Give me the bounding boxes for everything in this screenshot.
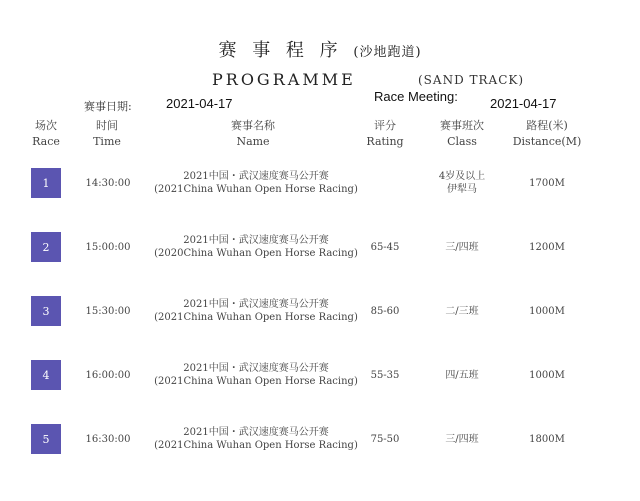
race-distance: 1700M <box>529 178 565 189</box>
race-name-cn: 2021中国・武汉速度赛马公开赛 <box>183 363 329 374</box>
race-class: 三/四班 <box>445 242 479 253</box>
race-class-line2: 伊犁马 <box>447 184 477 195</box>
race-number-badge: 5 <box>31 424 61 454</box>
race-name <box>146 298 366 324</box>
race-number-badge: 2 <box>31 232 61 262</box>
date-label: 赛事日期: <box>84 100 132 113</box>
race-distance: 1200M <box>529 242 565 253</box>
header-distance <box>512 118 582 150</box>
race-time: 16:00:00 <box>85 370 131 381</box>
race-name-en: (2021China Wuhan Open Horse Racing) <box>154 312 358 323</box>
race-class: 二/三班 <box>445 306 479 317</box>
page-title-en: PROGRAMME <box>212 70 356 89</box>
race-number-badge: 4 <box>31 360 61 390</box>
header-rating <box>360 118 410 150</box>
race-class: 四/五班 <box>445 370 479 381</box>
race-time: 15:00:00 <box>85 242 131 253</box>
race-rating: 75-50 <box>370 434 400 445</box>
race-meeting-label: Race Meeting: <box>374 89 458 104</box>
header-race-en: Race <box>32 135 60 148</box>
race-name-en: (2021China Wuhan Open Horse Racing) <box>154 184 358 195</box>
title-cn-sub: (沙地跑道) <box>353 45 422 60</box>
header-rating-cn: 评分 <box>374 119 396 132</box>
header-class-en: Class <box>447 135 477 148</box>
race-name <box>146 170 366 196</box>
race-distance: 1000M <box>529 370 565 381</box>
race-class: 三/四班 <box>445 434 479 445</box>
header-name <box>213 118 293 150</box>
header-class-cn: 赛事班次 <box>440 119 484 132</box>
page-title-cn <box>0 36 640 62</box>
race-name <box>146 362 366 388</box>
race-meeting-date: 2021-04-17 <box>490 96 557 111</box>
header-race-cn: 场次 <box>35 119 57 132</box>
race-time: 15:30:00 <box>85 306 131 317</box>
race-name-en: (2021China Wuhan Open Horse Racing) <box>154 440 358 451</box>
header-race <box>26 118 66 150</box>
race-name-en: (2020China Wuhan Open Horse Racing) <box>154 248 358 259</box>
race-name-en: (2021China Wuhan Open Horse Racing) <box>154 376 358 387</box>
race-number-badge: 1 <box>31 168 61 198</box>
race-time: 16:30:00 <box>85 434 131 445</box>
race-name-cn: 2021中国・武汉速度赛马公开赛 <box>183 171 329 182</box>
header-class <box>432 118 492 150</box>
race-time: 14:30:00 <box>85 178 131 189</box>
race-rating: 55-35 <box>370 370 400 381</box>
race-name <box>146 234 366 260</box>
race-number-badge: 3 <box>31 296 61 326</box>
race-name <box>146 426 366 452</box>
title-cn-main: 赛 事 程 序 <box>218 40 343 61</box>
race-class-line1: 4岁及以上 <box>438 171 486 182</box>
sand-track-label: (SAND TRACK) <box>418 73 525 87</box>
race-distance: 1000M <box>529 306 565 317</box>
header-distance-en: Distance(M) <box>512 135 582 148</box>
race-name-cn: 2021中国・武汉速度赛马公开赛 <box>183 235 329 246</box>
header-time-en: Time <box>93 135 121 148</box>
header-distance-cn: 路程(米) <box>526 119 568 132</box>
race-rating: 65-45 <box>370 242 400 253</box>
race-class <box>427 170 497 196</box>
header-time <box>82 118 132 150</box>
header-name-en: Name <box>236 135 270 148</box>
header-name-cn: 赛事名称 <box>231 119 275 132</box>
race-rating: 85-60 <box>370 306 400 317</box>
header-time-cn: 时间 <box>96 119 118 132</box>
date-value: 2021-04-17 <box>166 96 233 111</box>
race-distance: 1800M <box>529 434 565 445</box>
race-name-cn: 2021中国・武汉速度赛马公开赛 <box>183 299 329 310</box>
race-name-cn: 2021中国・武汉速度赛马公开赛 <box>183 427 329 438</box>
header-rating-en: Rating <box>366 135 404 148</box>
